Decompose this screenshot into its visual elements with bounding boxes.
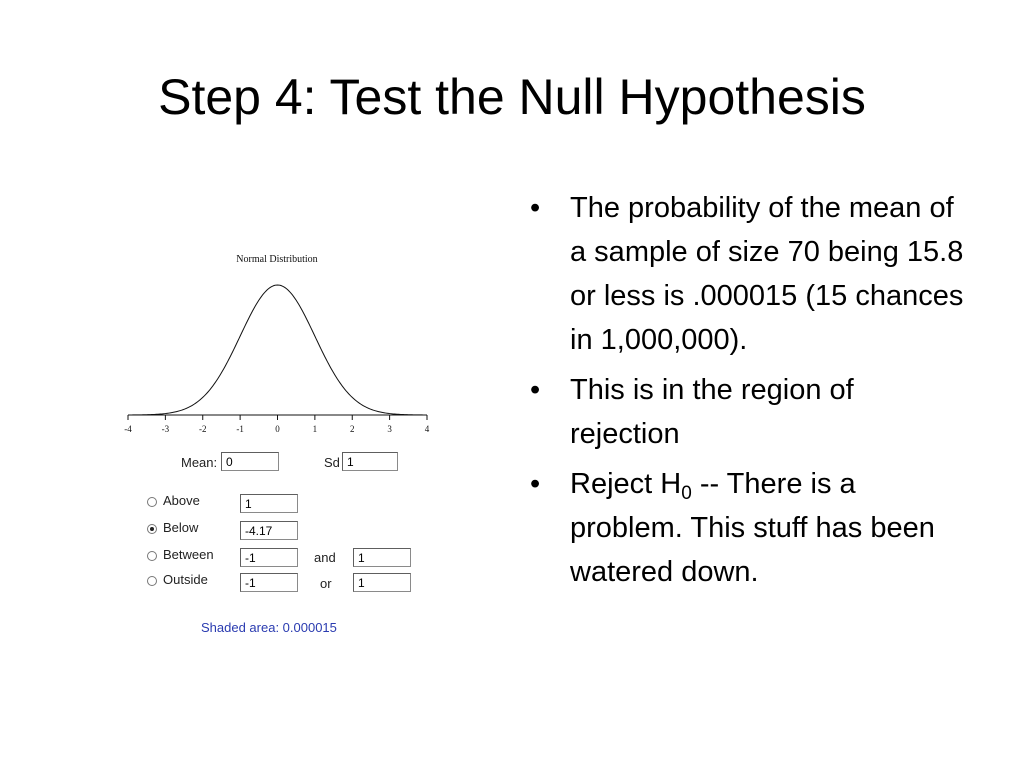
x-tick-label: -2	[199, 424, 207, 434]
radio-between[interactable]	[147, 551, 157, 561]
x-tick-label: 1	[312, 424, 318, 434]
chart-title: Normal Distribution	[236, 254, 318, 265]
outside-connector-label: or	[320, 576, 332, 591]
bullet-list	[530, 186, 970, 600]
option-label-below: Below	[163, 520, 199, 535]
option-label-between: Between	[163, 547, 214, 562]
between-high-input[interactable]: 1	[353, 548, 411, 567]
bullet-text	[570, 468, 935, 588]
above-value-input[interactable]: 1	[240, 494, 298, 513]
bullet-item	[530, 368, 970, 456]
hypothesis-subscript: 0	[681, 483, 692, 504]
radio-above[interactable]	[147, 497, 157, 507]
below-value-input[interactable]: -4.17	[240, 521, 298, 540]
bullet-item	[530, 186, 970, 362]
bullet-item	[530, 462, 970, 594]
sd-input[interactable]: 1	[342, 452, 398, 471]
outside-low-input[interactable]: -1	[240, 573, 298, 592]
x-tick-label: -3	[161, 424, 170, 434]
bullet-icon: •	[530, 468, 541, 500]
normal-distribution-applet	[115, 248, 445, 648]
option-label-outside: Outside	[163, 572, 208, 587]
shaded-area-readout: Shaded area: 0.000015	[201, 620, 337, 635]
radio-below[interactable]	[147, 524, 157, 534]
sd-label: Sd	[324, 455, 340, 470]
mean-input[interactable]: 0	[221, 452, 279, 471]
option-label-above: Above	[163, 493, 200, 508]
outside-high-input[interactable]: 1	[353, 573, 411, 592]
bullet-icon: •	[530, 192, 541, 224]
x-tick-label: 2	[350, 424, 355, 434]
bullet-icon: •	[530, 374, 541, 406]
x-tick-label: 0	[275, 424, 280, 434]
mean-label: Mean:	[181, 455, 218, 470]
radio-outside[interactable]	[147, 576, 157, 586]
reject-prefix: Reject H	[570, 468, 682, 500]
between-low-input[interactable]: -1	[240, 548, 298, 567]
x-tick-label: -1	[236, 424, 244, 434]
x-tick-label: -4	[124, 424, 132, 434]
x-tick-label: 4	[424, 424, 430, 434]
bullet-text: This is in the region of rejection	[570, 374, 854, 450]
slide-title: Step 4: Test the Null Hypothesis	[158, 69, 866, 125]
bullet-text: The probability of the mean of a sample of size 70 being 15.8 or less is .000015 (15 chances in 1,000,000).	[570, 192, 964, 356]
x-tick-label: 3	[387, 424, 392, 434]
reject-suffix: -- There is a problem. This stuff has been watered down.	[570, 468, 935, 588]
between-connector-label: and	[314, 550, 336, 565]
